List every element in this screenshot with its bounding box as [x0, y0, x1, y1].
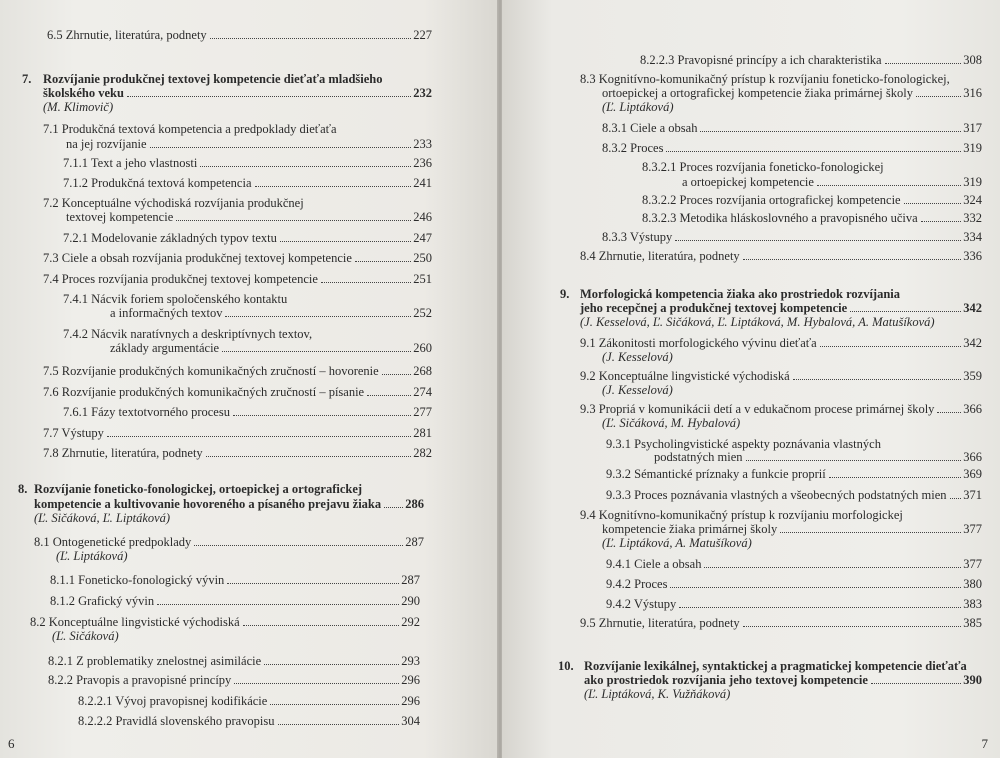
toc-entry-page: 377 — [963, 557, 982, 571]
toc-entry — [580, 249, 982, 263]
toc-entry-page: 277 — [413, 405, 432, 419]
toc-authors: (Ľ. Sičáková, M. Hybalová) — [602, 416, 741, 430]
dot-leader — [904, 203, 962, 204]
toc-entry-page: 383 — [963, 597, 982, 611]
toc-entry — [682, 175, 982, 189]
toc-entry — [43, 272, 432, 286]
toc-entry — [50, 573, 420, 587]
toc-entry — [602, 141, 982, 155]
dot-leader — [233, 415, 411, 416]
toc-entry-page: 371 — [963, 488, 982, 502]
toc-entry-title: kompetencie žiaka primárnej školy — [602, 522, 778, 536]
toc-text-line: 7.4.2 Nácvik naratívnych a deskriptívnych textov, — [63, 327, 313, 341]
toc-entry-page: 296 — [401, 673, 420, 687]
toc-entry-page: 233 — [413, 137, 432, 151]
dot-leader — [200, 166, 411, 167]
toc-entry-page: 232 — [413, 86, 432, 100]
toc-entry — [63, 176, 432, 190]
toc-authors: (Ľ. Sičáková, Ľ. Liptáková) — [34, 511, 171, 525]
dot-leader — [675, 240, 961, 241]
dot-leader — [780, 532, 961, 533]
toc-entry-page: 247 — [413, 231, 432, 245]
toc-entry-title: 6.5 Zhrnutie, literatúra, podnety — [47, 28, 207, 42]
toc-entry — [43, 251, 432, 265]
dot-leader — [367, 395, 411, 396]
toc-text-line: 8.3 Kognitívno-komunikačný prístup k rozvíjaniu foneticko-fonologickej, — [580, 72, 950, 86]
toc-entry-page: 308 — [963, 53, 982, 67]
toc-entry-title: podstatných mien — [654, 450, 743, 464]
toc-entry — [606, 597, 982, 611]
toc-entry-title: jeho recepčnej a produkčnej textovej kompetencie — [580, 301, 848, 315]
toc-entry-title: a ortoepickej kompetencie — [682, 175, 814, 189]
left-page — [0, 0, 498, 758]
toc-entry-title: 8.1.2 Grafický vývin — [50, 594, 155, 608]
dot-leader — [355, 261, 411, 262]
dot-leader — [743, 259, 962, 260]
toc-entry-page: 359 — [963, 369, 982, 383]
right-page — [502, 0, 1000, 758]
toc-entry-title: 9.3.2 Sémantické príznaky a funkcie proprií — [606, 467, 826, 481]
toc-entry — [47, 28, 432, 42]
toc-entry-title: 7.3 Ciele a obsah rozvíjania produkčnej textovej kompetencie — [43, 251, 352, 265]
toc-entry — [584, 673, 982, 687]
dot-leader — [382, 374, 412, 375]
toc-entry-title: 7.8 Zhrnutie, literatúra, podnety — [43, 446, 203, 460]
toc-entry-title: 8.3.2.2 Proces rozvíjania ortografickej kompetencie — [642, 193, 901, 207]
dot-leader — [704, 567, 961, 568]
toc-entry — [602, 86, 982, 100]
toc-entry-page: 319 — [963, 141, 982, 155]
toc-entry-page: 236 — [413, 156, 432, 170]
toc-entry — [43, 385, 432, 399]
toc-entry-page: 281 — [413, 426, 432, 440]
toc-entry-title: 7.5 Rozvíjanie produkčných komunikačných zručností – hovorenie — [43, 364, 379, 378]
dot-leader — [743, 626, 962, 627]
toc-text-line: 9. — [560, 287, 570, 301]
toc-entry — [580, 336, 982, 350]
toc-text-line: Rozvíjanie lexikálnej, syntaktickej a pragmatickej kompetencie dieťaťa — [584, 659, 967, 673]
page-number-left: 6 — [8, 736, 15, 751]
toc-entry-page: 268 — [413, 364, 432, 378]
dot-leader — [321, 282, 411, 283]
toc-text-line: 8. — [18, 482, 28, 496]
toc-entry-page: 274 — [413, 385, 432, 399]
dot-leader — [921, 221, 962, 222]
page-number-right: 7 — [981, 736, 988, 751]
toc-entry-title: 7.1.1 Text a jeho vlastnosti — [63, 156, 198, 170]
toc-entry-title: 9.2 Konceptuálne lingvistické východiská — [580, 369, 790, 383]
dot-leader — [916, 96, 961, 97]
dot-leader — [885, 63, 962, 64]
dot-leader — [746, 460, 962, 461]
toc-text-line: 7. — [22, 72, 32, 86]
toc-entry-title: 8.3.3 Výstupy — [602, 230, 673, 244]
toc-text-line: 10. — [558, 659, 574, 673]
toc-entry-page: 369 — [963, 467, 982, 481]
dot-leader — [157, 604, 399, 605]
toc-authors: (Ľ. Liptáková, K. Vužňáková) — [584, 687, 731, 701]
toc-entry — [606, 557, 982, 571]
toc-entry-page: 252 — [413, 306, 432, 320]
toc-entry-page: 317 — [963, 121, 982, 135]
toc-entry-title: 9.5 Zhrnutie, literatúra, podnety — [580, 616, 740, 630]
toc-authors: (Ľ. Liptáková) — [602, 100, 674, 114]
toc-entry-page: 342 — [963, 336, 982, 350]
toc-authors: (M. Klimovič) — [43, 100, 114, 114]
toc-authors: (J. Kesselová) — [602, 383, 673, 397]
dot-leader — [150, 147, 412, 148]
toc-entry-title: 9.3.3 Proces poznávania vlastných a všeobecných podstatných mien — [606, 488, 947, 502]
toc-text-line: 7.4.1 Nácvik foriem spoločenského kontaktu — [63, 292, 288, 306]
toc-entry-title: 8.2.2 Pravopis a pravopisné princípy — [48, 673, 232, 687]
toc-text-line: Rozvíjanie produkčnej textovej kompetencie dieťaťa mladšieho — [43, 72, 383, 86]
table-of-contents-right — [502, 0, 1000, 758]
dot-leader — [820, 346, 962, 347]
toc-entry — [48, 654, 420, 668]
dot-leader — [850, 311, 961, 312]
toc-entry-title: 7.6 Rozvíjanie produkčných komunikačných zručností – písanie — [43, 385, 365, 399]
toc-entry — [110, 306, 432, 320]
toc-entry — [606, 488, 982, 502]
toc-entry — [63, 405, 432, 419]
dot-leader — [937, 412, 961, 413]
toc-entry-page: 316 — [963, 86, 982, 100]
toc-entry-page: 385 — [963, 616, 982, 630]
dot-leader — [670, 587, 961, 588]
toc-entry-page: 324 — [963, 193, 982, 207]
toc-entry — [580, 402, 982, 416]
toc-entry-title: na jej rozvíjanie — [66, 137, 147, 151]
toc-entry — [580, 369, 982, 383]
dot-leader — [243, 625, 400, 626]
toc-entry — [640, 53, 982, 67]
dot-leader — [280, 241, 411, 242]
toc-entry — [43, 86, 432, 100]
toc-entry-page: 336 — [963, 249, 982, 263]
toc-entry-title: 8.2.2.1 Vývoj pravopisnej kodifikácie — [78, 694, 268, 708]
dot-leader — [255, 186, 412, 187]
toc-entry-title: 8.2.2.2 Pravidlá slovenského pravopisu — [78, 714, 275, 728]
toc-entry — [43, 426, 432, 440]
toc-entry-page: 334 — [963, 230, 982, 244]
toc-entry-page: 342 — [963, 301, 982, 315]
toc-entry-title: 8.3.2.3 Metodika hláskoslovného a pravopisného učiva — [642, 211, 918, 225]
toc-entry — [602, 522, 982, 536]
toc-entry — [30, 615, 420, 629]
dot-leader — [194, 545, 403, 546]
toc-authors: (Ľ. Sičáková) — [52, 629, 119, 643]
toc-entry-page: 390 — [963, 673, 982, 687]
toc-entry-page: 380 — [963, 577, 982, 591]
table-of-contents-left — [0, 0, 498, 758]
dot-leader — [210, 38, 412, 39]
toc-authors: (Ľ. Liptáková, A. Matušíková) — [602, 536, 752, 550]
toc-entry — [642, 193, 982, 207]
toc-entry-title: 8.2.2.3 Pravopisné princípy a ich charakteristika — [640, 53, 882, 67]
toc-entry — [63, 231, 432, 245]
toc-entry-title: 9.4.1 Ciele a obsah — [606, 557, 702, 571]
toc-entry-title: 8.3.1 Ciele a obsah — [602, 121, 698, 135]
dot-leader — [950, 498, 962, 499]
dot-leader — [270, 704, 399, 705]
toc-entry-page: 241 — [413, 176, 432, 190]
toc-entry — [580, 301, 982, 315]
toc-entry-page: 287 — [405, 535, 424, 549]
toc-entry-title: školského veku — [43, 86, 124, 100]
toc-entry-page: 260 — [413, 341, 432, 355]
toc-entry-page: 292 — [401, 615, 420, 629]
toc-entry-title: 9.3 Propriá v komunikácii detí a v edukačnom procese primárnej školy — [580, 402, 935, 416]
toc-text-line: 7.2 Konceptuálne východiská rozvíjania produkčnej — [43, 196, 304, 210]
toc-entry — [63, 156, 432, 170]
toc-entry-title: 8.2 Konceptuálne lingvistické východiská — [30, 615, 240, 629]
toc-entry-title: základy argumentácie — [110, 341, 220, 355]
toc-entry — [50, 594, 420, 608]
dot-leader — [127, 96, 411, 97]
toc-entry — [43, 446, 432, 460]
toc-entry — [580, 616, 982, 630]
toc-entry-page: 251 — [413, 272, 432, 286]
toc-entry-title: ako prostriedok rozvíjania jeho textovej kompetencie — [584, 673, 868, 687]
dot-leader — [871, 683, 961, 684]
toc-text-line: Morfologická kompetencia žiaka ako prostriedok rozvíjania — [580, 287, 901, 301]
toc-entry-title: 8.3.2 Proces — [602, 141, 664, 155]
dot-leader — [278, 724, 400, 725]
toc-entry-page: 332 — [963, 211, 982, 225]
toc-entry-title: 7.2.1 Modelovanie základných typov textu — [63, 231, 277, 245]
toc-authors: (J. Kesselová) — [602, 350, 673, 364]
toc-entry-page: 286 — [405, 497, 424, 511]
toc-entry — [602, 121, 982, 135]
toc-text-line: 9.3.1 Psycholingvistické aspekty poznávania vlastných — [606, 437, 881, 451]
dot-leader — [817, 185, 961, 186]
toc-entry-title: 9.1 Zákonitosti morfologického vývinu dieťaťa — [580, 336, 817, 350]
toc-entry — [654, 450, 982, 464]
toc-entry-page: 246 — [413, 210, 432, 224]
toc-authors: (J. Kesselová, Ľ. Sičáková, Ľ. Liptáková, M. Hybalová, A. Matušíková) — [580, 315, 935, 329]
toc-entry — [34, 535, 424, 549]
toc-entry-title: 9.4.2 Výstupy — [606, 597, 677, 611]
dot-leader — [264, 664, 399, 665]
toc-entry-page: 304 — [401, 714, 420, 728]
toc-entry-page: 366 — [963, 450, 982, 464]
toc-entry-page: 377 — [963, 522, 982, 536]
toc-entry-title: 8.1 Ontogenetické predpoklady — [34, 535, 192, 549]
toc-text-line: Rozvíjanie foneticko-fonologickej, ortoepickej a ortografickej — [34, 482, 363, 496]
toc-authors: (Ľ. Liptáková) — [56, 549, 128, 563]
toc-text-line: 9.4 Kognitívno-komunikačný prístup k rozvíjaniu morfologickej — [580, 508, 903, 522]
toc-entry-title: textovej kompetencie — [66, 210, 174, 224]
dot-leader — [700, 131, 961, 132]
toc-text-line: 8.3.2.1 Proces rozvíjania foneticko-fonologickej — [642, 160, 884, 174]
toc-entry — [78, 694, 420, 708]
toc-entry-title: 8.4 Zhrnutie, literatúra, podnety — [580, 249, 740, 263]
toc-entry-page: 366 — [963, 402, 982, 416]
dot-leader — [234, 683, 399, 684]
toc-entry — [602, 230, 982, 244]
toc-entry-page: 227 — [413, 28, 432, 42]
dot-leader — [384, 507, 403, 508]
toc-entry-title: 8.2.1 Z problematiky znelostnej asimilácie — [48, 654, 262, 668]
dot-leader — [227, 583, 399, 584]
toc-text-line: 7.1 Produkčná textová kompetencia a predpoklady dieťaťa — [43, 122, 337, 136]
dot-leader — [829, 477, 962, 478]
toc-entry — [606, 577, 982, 591]
dot-leader — [222, 351, 411, 352]
toc-entry-title: 7.4 Proces rozvíjania produkčnej textovej kompetencie — [43, 272, 318, 286]
dot-leader — [206, 456, 412, 457]
dot-leader — [793, 379, 962, 380]
toc-entry-page: 287 — [401, 573, 420, 587]
toc-entry-page: 282 — [413, 446, 432, 460]
toc-entry-title: 7.1.2 Produkčná textová kompetencia — [63, 176, 252, 190]
toc-entry — [78, 714, 420, 728]
toc-entry — [606, 467, 982, 481]
toc-entry — [66, 137, 432, 151]
toc-entry-page: 293 — [401, 654, 420, 668]
toc-entry-title: 7.6.1 Fázy textotvorného procesu — [63, 405, 230, 419]
toc-entry-title: 8.1.1 Foneticko-fonologický vývin — [50, 573, 225, 587]
toc-entry — [34, 497, 424, 511]
toc-entry — [110, 341, 432, 355]
toc-entry-page: 250 — [413, 251, 432, 265]
toc-entry — [66, 210, 432, 224]
dot-leader — [107, 436, 411, 437]
dot-leader — [225, 316, 411, 317]
toc-entry-title: 7.7 Výstupy — [43, 426, 104, 440]
toc-entry — [43, 364, 432, 378]
toc-entry — [48, 673, 420, 687]
toc-entry-page: 296 — [401, 694, 420, 708]
dot-leader — [666, 151, 961, 152]
toc-entry-page: 290 — [401, 594, 420, 608]
toc-entry-title: ortoepickej a ortografickej kompetencie žiaka primárnej školy — [602, 86, 913, 100]
dot-leader — [176, 220, 411, 221]
toc-entry-page: 319 — [963, 175, 982, 189]
toc-entry — [642, 211, 982, 225]
dot-leader — [679, 607, 961, 608]
toc-entry-title: a informačných textov — [110, 306, 223, 320]
toc-entry-title: 9.4.2 Proces — [606, 577, 668, 591]
toc-entry-title: kompetencie a kultivovanie hovoreného a písaného prejavu žiaka — [34, 497, 382, 511]
